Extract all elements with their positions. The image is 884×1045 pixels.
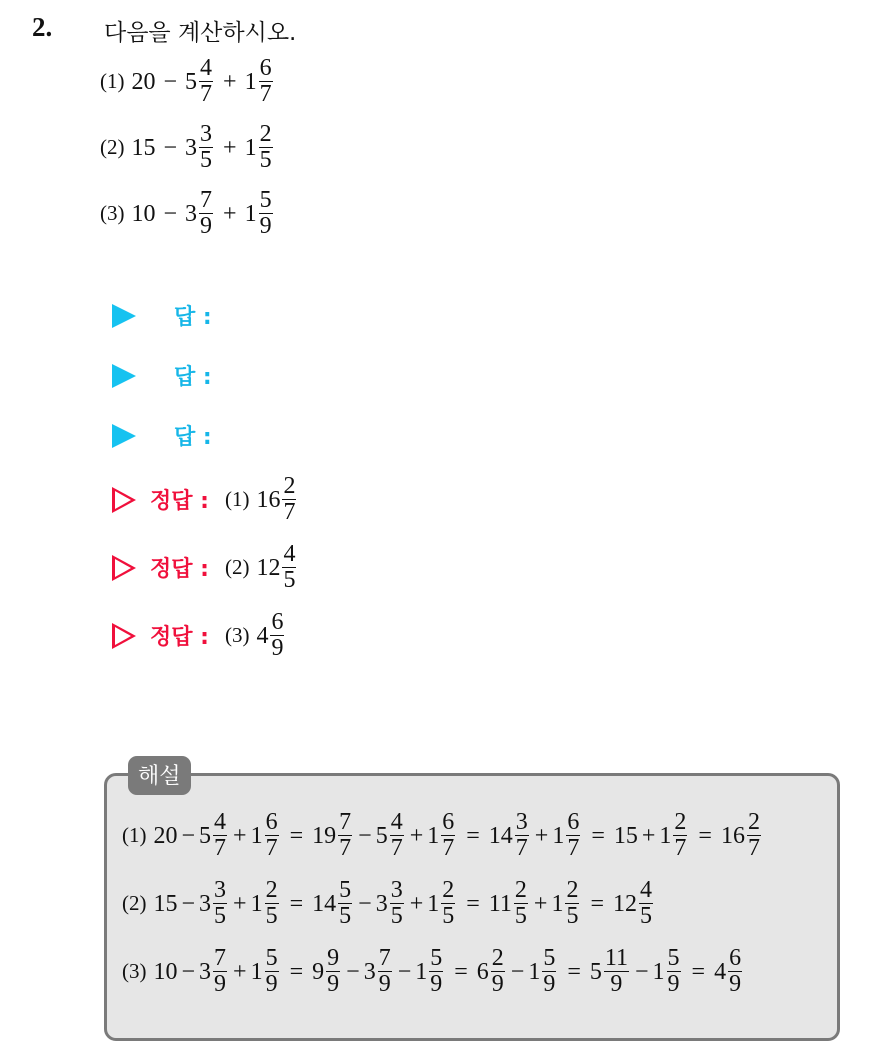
numerator: 6	[442, 809, 455, 835]
denominator: 9	[200, 213, 213, 240]
fraction	[667, 946, 681, 997]
item-label: (1)	[100, 69, 125, 94]
denominator: 7	[283, 499, 296, 526]
numerator: 6	[265, 809, 278, 835]
number: 11	[488, 890, 512, 917]
numerator: 7	[200, 187, 213, 213]
play-arrow-icon	[112, 424, 136, 448]
numerator: 2	[259, 121, 272, 147]
numerator: 4	[214, 809, 227, 835]
correct-answer-1	[112, 474, 298, 525]
mixed-whole: 1	[244, 134, 257, 161]
operator: =	[698, 822, 712, 849]
fraction	[639, 878, 653, 929]
question-text: 다음을 계산하시오.	[104, 20, 297, 46]
denominator: 5	[514, 903, 527, 930]
number: 1	[528, 958, 541, 985]
numerator: 4	[283, 541, 296, 567]
fraction	[390, 878, 404, 929]
operator: =	[454, 958, 468, 985]
number: 1	[652, 958, 665, 985]
numerator: 5	[543, 945, 556, 971]
numerator: 4	[639, 877, 652, 903]
numerator: 2	[491, 945, 504, 971]
operator: =	[590, 890, 604, 917]
explanation-line-1	[122, 810, 763, 861]
answer-label: 답 :	[174, 305, 212, 330]
denominator: 7	[214, 835, 227, 862]
number: 1	[551, 890, 564, 917]
operator: −	[358, 822, 372, 849]
fraction	[566, 810, 580, 861]
numerator: 6	[259, 55, 272, 81]
denominator: 9	[543, 971, 556, 998]
number: 1	[250, 890, 263, 917]
question-item-2	[100, 122, 275, 173]
fraction	[270, 610, 284, 661]
numerator: 2	[747, 809, 760, 835]
number: 6	[476, 958, 489, 985]
operator: −	[346, 958, 360, 985]
numerator: 9	[327, 945, 340, 971]
answer-prompt-1	[112, 300, 212, 331]
denominator: 5	[639, 903, 652, 930]
denominator: 7	[265, 835, 278, 862]
operator: =	[567, 958, 581, 985]
denominator: 9	[378, 971, 391, 998]
answer-label: 답 :	[174, 365, 212, 390]
operator: =	[289, 958, 304, 985]
correct-answer-label: 정답 :	[150, 557, 209, 583]
whole-number: 10	[131, 200, 156, 227]
numerator: 6	[567, 809, 580, 835]
operator: −	[634, 958, 649, 985]
numerator: 5	[667, 945, 680, 971]
number: 1	[427, 890, 440, 917]
operator: =	[289, 822, 304, 849]
number: 1	[415, 958, 428, 985]
fraction	[565, 878, 579, 929]
fraction	[728, 946, 742, 997]
numerator: 3	[515, 809, 528, 835]
numerator: 5	[259, 187, 272, 213]
fraction	[673, 810, 687, 861]
fraction	[282, 474, 296, 525]
denominator: 9	[430, 971, 443, 998]
number: 15	[613, 822, 638, 849]
denominator: 5	[200, 147, 213, 174]
number: 1	[427, 822, 440, 849]
outline-arrow-icon	[112, 487, 136, 513]
fraction	[747, 810, 761, 861]
number: 14	[312, 890, 337, 917]
operator: −	[181, 822, 196, 849]
numerator: 6	[729, 945, 742, 971]
fraction	[441, 878, 455, 929]
fraction	[390, 810, 404, 861]
denominator: 9	[667, 971, 680, 998]
mixed-whole: 3	[185, 200, 198, 227]
fraction	[542, 946, 556, 997]
fraction	[259, 56, 273, 107]
question-item-3	[100, 188, 275, 239]
answer-prompt-2	[112, 360, 212, 391]
operator: +	[223, 200, 237, 227]
operator: −	[181, 890, 196, 917]
correct-answer-2	[112, 542, 298, 593]
item-label: (1)	[122, 823, 147, 848]
fraction	[259, 188, 273, 239]
fraction	[199, 122, 213, 173]
number: 16	[720, 822, 745, 849]
item-label: (1)	[224, 487, 250, 512]
number: 14	[488, 822, 513, 849]
outline-arrow-icon	[112, 623, 136, 649]
operator: +	[223, 68, 237, 95]
numerator: 5	[265, 945, 278, 971]
mixed-whole: 5	[185, 68, 198, 95]
question-item-1	[100, 56, 275, 107]
mixed-whole: 4	[256, 622, 269, 649]
numerator: 2	[566, 877, 579, 903]
correct-answer-3	[112, 610, 286, 661]
correct-answer-label: 정답 :	[150, 489, 209, 515]
fraction	[441, 810, 455, 861]
number: 15	[153, 890, 178, 917]
number: 20	[153, 822, 178, 849]
operator: =	[466, 822, 480, 849]
mixed-whole: 16	[256, 486, 281, 513]
denominator: 7	[674, 835, 687, 862]
denominator: 5	[283, 567, 296, 594]
operator: −	[181, 958, 196, 985]
denominator: 7	[339, 835, 352, 862]
operator: +	[223, 134, 237, 161]
number: 19	[312, 822, 337, 849]
operator: +	[641, 822, 656, 849]
denominator: 5	[390, 903, 403, 930]
denominator: 9	[271, 635, 284, 662]
operator: −	[163, 134, 178, 161]
operator: =	[466, 890, 480, 917]
number: 9	[312, 958, 325, 985]
mixed-whole: 1	[244, 200, 257, 227]
fraction	[199, 188, 213, 239]
operator: −	[397, 958, 412, 985]
mixed-whole: 1	[244, 68, 257, 95]
fraction	[378, 946, 392, 997]
denominator: 9	[729, 971, 742, 998]
number: 1	[250, 822, 263, 849]
operator: =	[591, 822, 605, 849]
number: 10	[153, 958, 178, 985]
numerator: 6	[271, 609, 284, 635]
item-label: (3)	[122, 959, 147, 984]
fraction	[338, 810, 352, 861]
denominator: 5	[265, 903, 278, 930]
denominator: 5	[259, 147, 272, 174]
operator: +	[534, 822, 549, 849]
play-arrow-icon	[112, 364, 136, 388]
denominator: 7	[390, 835, 403, 862]
whole-number: 15	[131, 134, 156, 161]
numerator: 3	[214, 877, 227, 903]
fraction	[213, 946, 227, 997]
numerator: 11	[604, 945, 628, 971]
fraction	[199, 56, 213, 107]
number: 5	[589, 958, 602, 985]
number: 4	[714, 958, 727, 985]
denominator: 9	[214, 971, 227, 998]
numerator: 2	[674, 809, 687, 835]
fraction	[491, 946, 505, 997]
operator: =	[691, 958, 706, 985]
denominator: 7	[515, 835, 528, 862]
denominator: 5	[442, 903, 455, 930]
number: 3	[363, 958, 376, 985]
denominator: 9	[491, 971, 504, 998]
denominator: 7	[259, 81, 272, 108]
denominator: 7	[747, 835, 760, 862]
numerator: 3	[200, 121, 213, 147]
denominator: 9	[327, 971, 340, 998]
numerator: 2	[442, 877, 455, 903]
denominator: 9	[610, 971, 623, 998]
fraction	[338, 878, 352, 929]
operator: −	[510, 958, 525, 985]
denominator: 9	[265, 971, 278, 998]
fraction	[282, 542, 296, 593]
denominator: 7	[567, 835, 580, 862]
denominator: 5	[214, 903, 227, 930]
answer-prompt-3	[112, 420, 212, 451]
number: 1	[250, 958, 263, 985]
item-label: (2)	[100, 135, 125, 160]
operator: +	[533, 890, 548, 917]
numerator: 4	[200, 55, 213, 81]
numerator: 5	[430, 945, 443, 971]
operator: +	[233, 822, 247, 849]
number: 12	[612, 890, 637, 917]
operator: +	[233, 890, 247, 917]
number: 5	[199, 822, 212, 849]
fraction	[514, 878, 528, 929]
number: 1	[552, 822, 565, 849]
fraction	[213, 878, 227, 929]
number: 3	[199, 890, 212, 917]
operator: +	[233, 958, 247, 985]
explanation-tag: 해설	[128, 756, 191, 795]
mixed-whole: 12	[256, 554, 281, 581]
play-arrow-icon	[112, 304, 136, 328]
denominator: 7	[200, 81, 213, 108]
operator: −	[163, 68, 178, 95]
explanation-line-2	[122, 878, 655, 929]
numerator: 3	[390, 877, 403, 903]
numerator: 5	[339, 877, 352, 903]
numerator: 4	[390, 809, 403, 835]
numerator: 7	[378, 945, 391, 971]
denominator: 5	[566, 903, 579, 930]
explanation-line-3	[122, 946, 744, 997]
mixed-whole: 3	[185, 134, 198, 161]
numerator: 7	[339, 809, 352, 835]
number: 3	[375, 890, 388, 917]
item-label: (3)	[224, 623, 250, 648]
outline-arrow-icon	[112, 555, 136, 581]
fraction	[604, 946, 629, 997]
whole-number: 20	[131, 68, 156, 95]
numerator: 2	[265, 877, 278, 903]
fraction	[515, 810, 529, 861]
operator: +	[409, 890, 424, 917]
operator: −	[358, 890, 372, 917]
denominator: 5	[339, 903, 352, 930]
answer-label: 답 :	[174, 425, 212, 450]
number: 1	[659, 822, 672, 849]
fraction	[326, 946, 340, 997]
item-label: (2)	[122, 891, 147, 916]
operator: =	[289, 890, 304, 917]
fraction	[259, 122, 273, 173]
question-number: 2.	[32, 12, 53, 42]
numerator: 2	[283, 473, 296, 499]
fraction	[265, 878, 279, 929]
numerator: 7	[214, 945, 227, 971]
item-label: (3)	[100, 201, 125, 226]
number: 3	[199, 958, 212, 985]
operator: +	[409, 822, 424, 849]
denominator: 9	[259, 213, 272, 240]
number: 5	[375, 822, 388, 849]
fraction	[265, 810, 279, 861]
fraction	[265, 946, 279, 997]
fraction	[213, 810, 227, 861]
denominator: 7	[442, 835, 455, 862]
numerator: 2	[514, 877, 527, 903]
operator: −	[163, 200, 178, 227]
fraction	[429, 946, 443, 997]
item-label: (2)	[224, 555, 250, 580]
correct-answer-label: 정답 :	[150, 625, 209, 651]
